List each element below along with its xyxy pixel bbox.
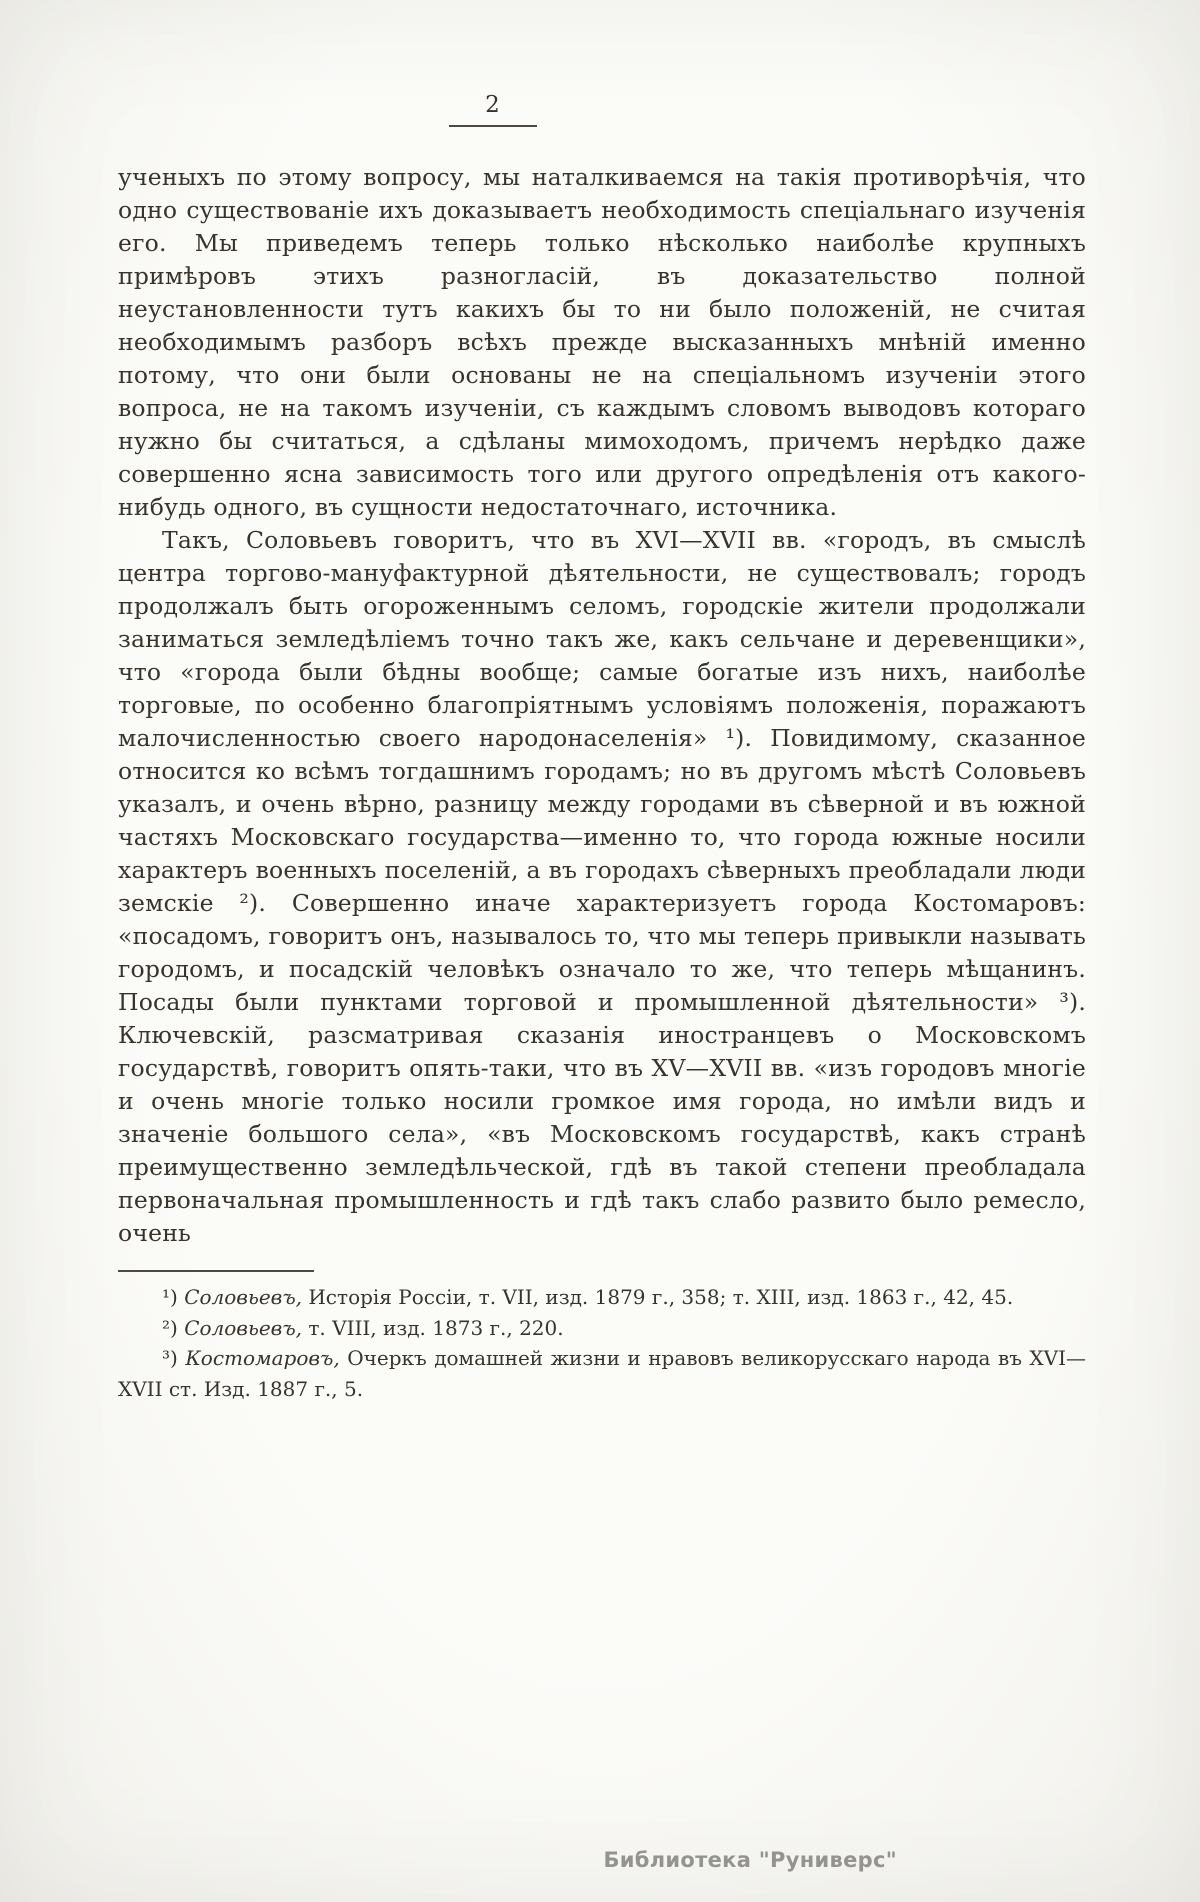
body-text (118, 161, 1086, 1250)
page-header (118, 92, 868, 127)
paragraph: ученыхъ по этому вопросу, мы наталкиваемся на такія противорѣчія, что одно существованіе ихъ доказываетъ необходимость спеціальнаго изученія его. Мы приведемъ теперь только нѣсколько наиболѣе крупныхъ примѣровъ этихъ разногласій, въ доказательство полной неустановленности тутъ какихъ бы то ни было положеній, не считая необходимымъ разборъ всѣхъ прежде высказанныхъ мнѣній именно потому, что они были основаны не на спеціальномъ изученіи этого вопроса, не на такомъ изученіи, съ каждымъ словомъ выводовъ котораго нужно бы считаться, а сдѣланы мимоходомъ, причемъ нерѣдко даже совершенно ясна зависимость того или другого опредѣленія отъ какого-нибудь одного, въ сущности недостаточнаго, источника. (118, 163, 1086, 521)
footnote-marker: ³) (162, 1346, 178, 1370)
footnote (118, 1343, 1086, 1404)
footnote (118, 1313, 1086, 1344)
footnote-author: Соловьевъ, (184, 1315, 302, 1340)
footnote-marker: ²) (162, 1315, 178, 1340)
footnote-marker: ¹) (162, 1285, 178, 1309)
paragraph: Такъ, Соловьевъ говоритъ, что въ XVI—XVII вв. «городъ, въ смыслѣ центра торгово-мануфактурной дѣятельности, не существовалъ; городъ продолжалъ быть огороженнымъ селомъ, городскіе жители продолжали заниматься земледѣліемъ точно такъ же, какъ сельчане и деревенщики», что «города были бѣдны вообще; самые богатые изъ нихъ, наиболѣе торговые, по особенно благопріятнымъ условіямъ положенія, поражаютъ малочисленностью своего народонаселенія» ¹). Повидимому, сказанное относится ко всѣмъ тогдашнимъ городамъ; но въ другомъ мѣстѣ Соловьевъ указалъ, и очень вѣрно, разницу между городами въ сѣверной и въ южной частяхъ Московскаго государства—именно то, что города южные носили характеръ военныхъ поселеній, а въ городахъ сѣверныхъ преобладали люди земскіе ²). Совершенно иначе характеризуетъ города Костомаровъ: «посадомъ, говоритъ онъ, называлось то, что мы теперь привыкли называть городомъ, и посадскій человѣкъ означало то же, что теперь мѣщанинъ. Посады были пунктами торговой и промышленной дѣятельности» ³). Ключевскій, разсматривая сказанія иностранцевъ о Московскомъ государствѣ, говоритъ опять-таки, что въ XV—XVII вв. «изъ городовъ многіе и очень многіе только носили громкое имя города, но имѣли видъ и значеніе большого села», «въ Московскомъ государствѣ, какъ странѣ преимущественно земледѣльческой, гдѣ въ такой степени преобладала первоначальная промышленность и гдѣ такъ слабо развито было ремесло, очень (118, 526, 1086, 1247)
footnote-separator-rule (118, 1270, 314, 1272)
footnote-text: Исторія Россіи, т. VII, изд. 1879 г., 358; т. XIII, изд. 1863 г., 42, 45. (308, 1285, 1014, 1309)
footnote (118, 1282, 1086, 1313)
footnotes (118, 1282, 1086, 1404)
footnote-text: т. VIII, изд. 1873 г., 220. (308, 1315, 564, 1340)
page-number-underline (449, 125, 537, 127)
footnote-text: Очеркъ домашней жизни и нравовъ великорусскаго народа въ XVI—XVII ст. Изд. 1887 г., 5. (118, 1346, 1087, 1401)
library-watermark: Библиотека "Руниверс" (603, 1848, 897, 1872)
footnote-author: Соловьевъ, (184, 1285, 302, 1309)
footnote-author: Костомаровъ, (185, 1346, 340, 1370)
page-number: 2 (485, 92, 501, 118)
